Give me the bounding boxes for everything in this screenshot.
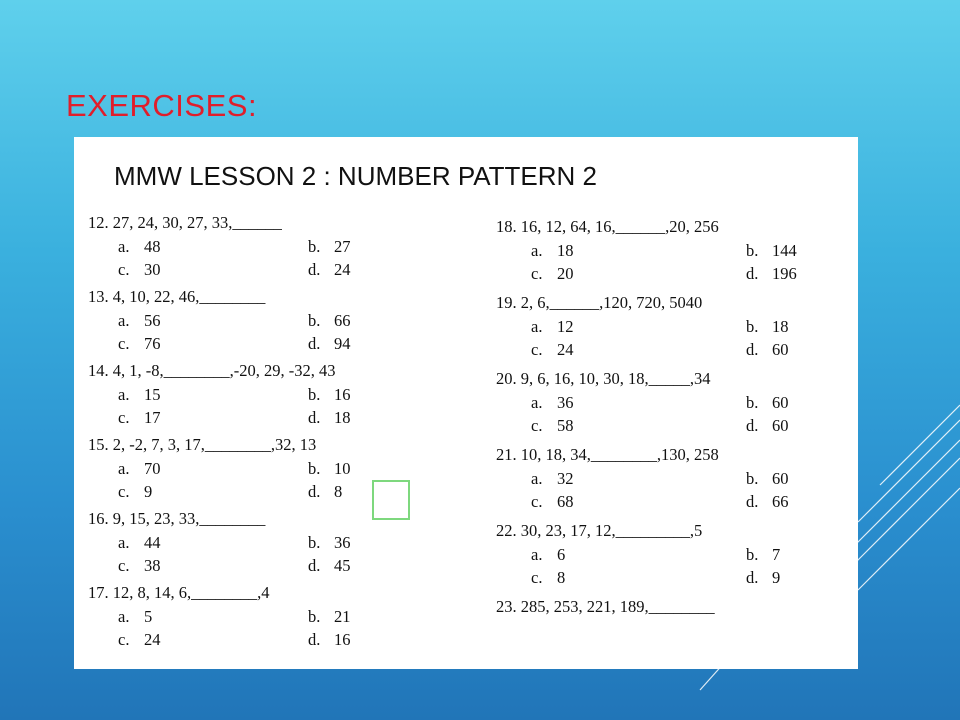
option-c bbox=[88, 406, 308, 429]
options-row bbox=[496, 543, 797, 566]
options-row bbox=[88, 531, 351, 554]
option-value: 12 bbox=[557, 317, 574, 336]
option-value: 144 bbox=[772, 241, 797, 260]
question-item bbox=[496, 291, 797, 361]
option-value: 9 bbox=[772, 568, 781, 587]
option-d bbox=[746, 262, 797, 285]
option-value: 6 bbox=[557, 545, 566, 564]
option-value: 32 bbox=[557, 469, 574, 488]
option-letter: b. bbox=[746, 393, 759, 412]
option-letter: c. bbox=[118, 334, 130, 353]
option-letter: a. bbox=[531, 545, 543, 564]
option-a bbox=[88, 531, 308, 554]
option-c bbox=[88, 628, 308, 651]
option-letter: a. bbox=[531, 317, 543, 336]
option-letter: b. bbox=[308, 237, 321, 256]
option-letter: c. bbox=[531, 340, 543, 359]
option-letter: a. bbox=[118, 533, 130, 552]
options-row bbox=[496, 315, 797, 338]
option-value: 24 bbox=[334, 260, 351, 279]
option-value: 196 bbox=[772, 264, 797, 283]
option-value: 18 bbox=[772, 317, 789, 336]
option-value: 21 bbox=[334, 607, 351, 626]
options-row bbox=[88, 383, 351, 406]
option-value: 44 bbox=[144, 533, 161, 552]
options-row bbox=[88, 309, 351, 332]
option-value: 60 bbox=[772, 340, 789, 359]
option-c bbox=[88, 480, 308, 503]
option-letter: d. bbox=[308, 482, 321, 501]
option-a bbox=[88, 605, 308, 628]
option-b bbox=[308, 309, 351, 332]
options-row bbox=[88, 457, 351, 480]
options-row bbox=[496, 239, 797, 262]
option-letter: b. bbox=[746, 241, 759, 260]
option-d bbox=[746, 338, 789, 361]
options-row bbox=[496, 414, 797, 437]
option-a bbox=[496, 315, 746, 338]
option-a bbox=[496, 467, 746, 490]
option-value: 38 bbox=[144, 556, 161, 575]
option-value: 76 bbox=[144, 334, 161, 353]
option-letter: d. bbox=[308, 408, 321, 427]
question-text: 20. 9, 6, 16, 10, 30, 18,_____,34 bbox=[496, 369, 711, 388]
question-item bbox=[88, 359, 351, 429]
question-item bbox=[88, 581, 351, 651]
option-letter: d. bbox=[308, 260, 321, 279]
options-row bbox=[88, 554, 351, 577]
option-value: 18 bbox=[334, 408, 351, 427]
option-c bbox=[88, 554, 308, 577]
option-letter: d. bbox=[746, 416, 759, 435]
options-row bbox=[88, 480, 351, 503]
options-row bbox=[88, 258, 351, 281]
option-value: 8 bbox=[334, 482, 343, 501]
options-row bbox=[496, 566, 797, 589]
option-value: 36 bbox=[557, 393, 574, 412]
option-letter: c. bbox=[118, 630, 130, 649]
options-row bbox=[496, 490, 797, 513]
option-letter: b. bbox=[308, 385, 321, 404]
option-d bbox=[308, 554, 351, 577]
option-b bbox=[746, 391, 789, 414]
option-value: 60 bbox=[772, 393, 789, 412]
option-value: 68 bbox=[557, 492, 574, 511]
question-item bbox=[496, 215, 797, 285]
option-letter: a. bbox=[118, 311, 130, 330]
option-value: 24 bbox=[144, 630, 161, 649]
options-row bbox=[496, 338, 797, 361]
option-letter: a. bbox=[118, 459, 130, 478]
option-value: 16 bbox=[334, 385, 351, 404]
option-b bbox=[746, 543, 780, 566]
option-value: 10 bbox=[334, 459, 351, 478]
options-row bbox=[88, 332, 351, 355]
option-value: 5 bbox=[144, 607, 153, 626]
option-letter: c. bbox=[118, 556, 130, 575]
option-d bbox=[308, 480, 342, 503]
worksheet-image bbox=[74, 137, 858, 669]
question-text: 14. 4, 1, -8,________,-20, 29, -32, 43 bbox=[88, 361, 336, 380]
option-d bbox=[308, 628, 351, 651]
question-text: 12. 27, 24, 30, 27, 33,______ bbox=[88, 213, 282, 232]
left-question-column bbox=[88, 211, 351, 655]
option-letter: b. bbox=[746, 545, 759, 564]
option-letter: d. bbox=[308, 630, 321, 649]
option-a bbox=[88, 309, 308, 332]
option-value: 66 bbox=[334, 311, 351, 330]
option-letter: a. bbox=[118, 237, 130, 256]
question-text: 22. 30, 23, 17, 12,_________,5 bbox=[496, 521, 703, 540]
option-letter: a. bbox=[118, 607, 130, 626]
option-letter: b. bbox=[308, 607, 321, 626]
option-value: 66 bbox=[772, 492, 789, 511]
worksheet-heading: MMW LESSON 2 : NUMBER PATTERN 2 bbox=[114, 161, 597, 191]
option-b bbox=[308, 531, 351, 554]
option-value: 17 bbox=[144, 408, 161, 427]
option-letter: c. bbox=[531, 492, 543, 511]
option-a bbox=[88, 235, 308, 258]
option-letter: a. bbox=[531, 469, 543, 488]
option-value: 18 bbox=[557, 241, 574, 260]
option-value: 94 bbox=[334, 334, 351, 353]
option-value: 30 bbox=[144, 260, 161, 279]
option-d bbox=[308, 332, 351, 355]
option-letter: b. bbox=[746, 317, 759, 336]
highlight-box bbox=[372, 480, 410, 520]
question-text: 18. 16, 12, 64, 16,______,20, 256 bbox=[496, 217, 719, 236]
option-value: 56 bbox=[144, 311, 161, 330]
option-letter: c. bbox=[118, 260, 130, 279]
option-d bbox=[308, 258, 351, 281]
option-c bbox=[496, 490, 746, 513]
option-value: 60 bbox=[772, 416, 789, 435]
options-row bbox=[88, 406, 351, 429]
option-a bbox=[88, 457, 308, 480]
options-row bbox=[88, 235, 351, 258]
option-value: 16 bbox=[334, 630, 351, 649]
question-text: 15. 2, -2, 7, 3, 17,________,32, 13 bbox=[88, 435, 317, 454]
option-value: 48 bbox=[144, 237, 161, 256]
options-row bbox=[496, 262, 797, 285]
option-d bbox=[308, 406, 351, 429]
question-item bbox=[496, 367, 797, 437]
option-letter: a. bbox=[531, 393, 543, 412]
question-item bbox=[496, 595, 797, 619]
question-text: 19. 2, 6,______,120, 720, 5040 bbox=[496, 293, 703, 312]
question-item bbox=[88, 433, 351, 503]
options-row bbox=[496, 391, 797, 414]
option-c bbox=[496, 414, 746, 437]
option-a bbox=[496, 239, 746, 262]
option-letter: b. bbox=[746, 469, 759, 488]
option-d bbox=[746, 566, 780, 589]
option-letter: d. bbox=[308, 556, 321, 575]
option-value: 9 bbox=[144, 482, 153, 501]
options-row bbox=[496, 467, 797, 490]
question-text: 17. 12, 8, 14, 6,________,4 bbox=[88, 583, 270, 602]
option-letter: c. bbox=[118, 482, 130, 501]
question-item bbox=[88, 507, 351, 577]
option-value: 36 bbox=[334, 533, 351, 552]
question-text: 13. 4, 10, 22, 46,________ bbox=[88, 287, 266, 306]
option-b bbox=[308, 235, 351, 258]
option-c bbox=[496, 262, 746, 285]
option-b bbox=[746, 467, 789, 490]
option-value: 45 bbox=[334, 556, 351, 575]
option-c bbox=[88, 332, 308, 355]
option-a bbox=[496, 543, 746, 566]
right-question-column bbox=[496, 215, 797, 625]
option-value: 8 bbox=[557, 568, 566, 587]
option-d bbox=[746, 490, 789, 513]
option-letter: d. bbox=[746, 340, 759, 359]
option-value: 24 bbox=[557, 340, 574, 359]
question-item bbox=[88, 285, 351, 355]
option-letter: b. bbox=[308, 533, 321, 552]
option-value: 7 bbox=[772, 545, 781, 564]
slide-title: EXERCISES: bbox=[66, 88, 258, 123]
question-item bbox=[496, 443, 797, 513]
option-letter: d. bbox=[746, 264, 759, 283]
option-value: 27 bbox=[334, 237, 351, 256]
question-item bbox=[88, 211, 351, 281]
question-text: 23. 285, 253, 221, 189,________ bbox=[496, 597, 715, 616]
option-letter: b. bbox=[308, 311, 321, 330]
option-letter: c. bbox=[118, 408, 130, 427]
option-c bbox=[496, 566, 746, 589]
option-letter: a. bbox=[118, 385, 130, 404]
option-letter: c. bbox=[531, 568, 543, 587]
option-letter: d. bbox=[308, 334, 321, 353]
option-value: 15 bbox=[144, 385, 161, 404]
option-value: 58 bbox=[557, 416, 574, 435]
option-value: 20 bbox=[557, 264, 574, 283]
option-c bbox=[496, 338, 746, 361]
option-value: 60 bbox=[772, 469, 789, 488]
option-letter: c. bbox=[531, 264, 543, 283]
options-row bbox=[88, 605, 351, 628]
option-letter: b. bbox=[308, 459, 321, 478]
question-text: 21. 10, 18, 34,________,130, 258 bbox=[496, 445, 719, 464]
options-row bbox=[88, 628, 351, 651]
option-b bbox=[746, 239, 797, 262]
option-letter: d. bbox=[746, 568, 759, 587]
option-d bbox=[746, 414, 789, 437]
option-letter: c. bbox=[531, 416, 543, 435]
option-b bbox=[308, 383, 351, 406]
question-item bbox=[496, 519, 797, 589]
option-a bbox=[88, 383, 308, 406]
option-c bbox=[88, 258, 308, 281]
option-b bbox=[746, 315, 789, 338]
option-value: 70 bbox=[144, 459, 161, 478]
option-a bbox=[496, 391, 746, 414]
question-text: 16. 9, 15, 23, 33,________ bbox=[88, 509, 266, 528]
option-letter: d. bbox=[746, 492, 759, 511]
option-b bbox=[308, 605, 351, 628]
option-letter: a. bbox=[531, 241, 543, 260]
option-b bbox=[308, 457, 351, 480]
